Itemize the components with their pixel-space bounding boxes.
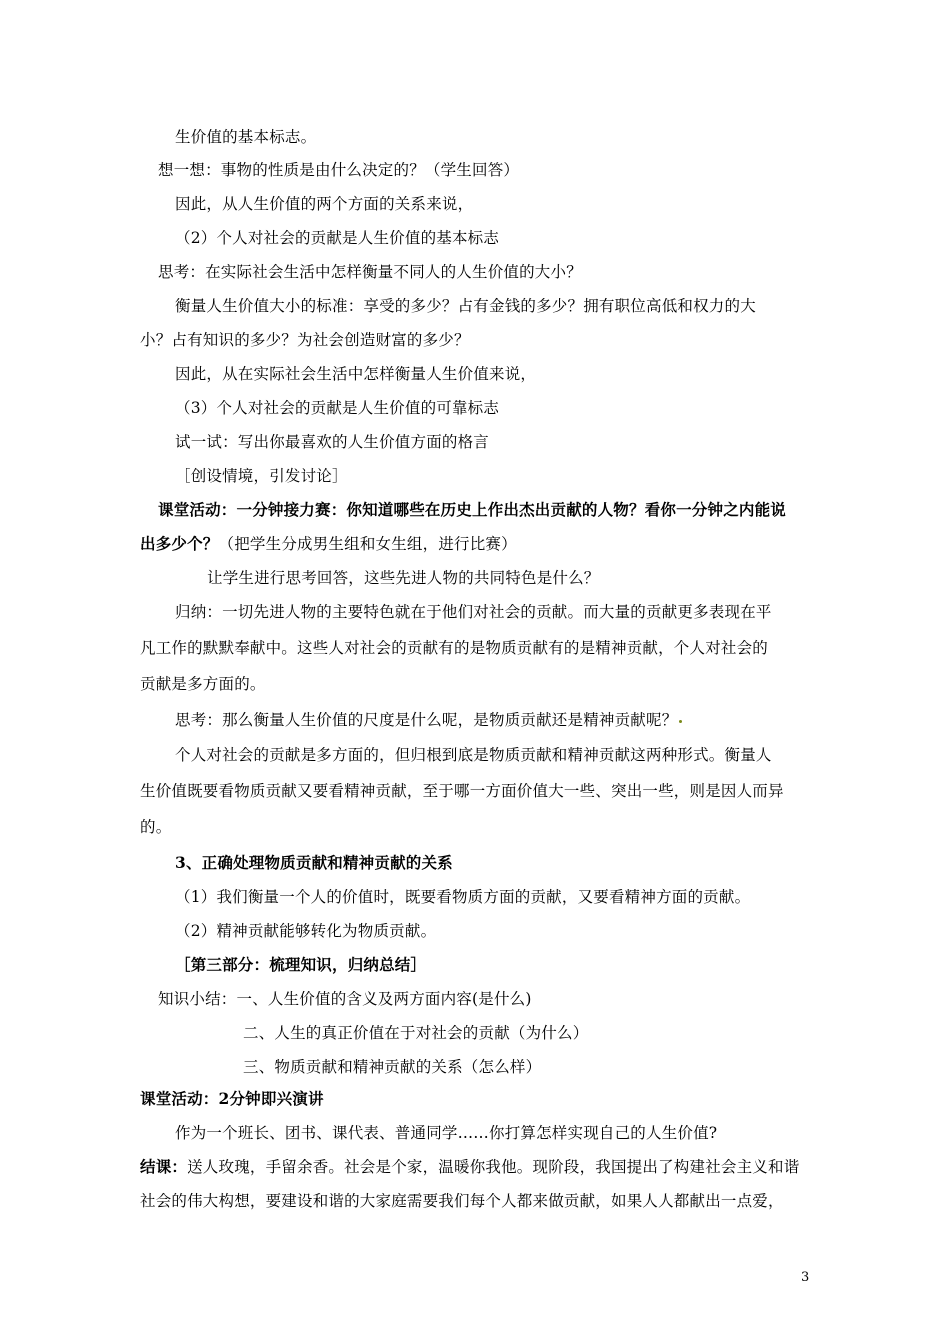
text-line: 试一试：写出你最喜欢的人生价值方面的格言 bbox=[175, 433, 490, 451]
text-line: 想一想：事物的性质是由什么决定的？（学生回答） bbox=[158, 161, 520, 179]
text-line: 生价值既要看物质贡献又要看精神贡献，至于哪一方面价值大一些、突出一些，则是因人而异 bbox=[140, 782, 784, 800]
text-bold: 结课： bbox=[140, 1157, 188, 1176]
text-normal: 送人玫瑰，手留余香。社会是个家，温暖你我他。现阶段，我国提出了构建社会主义和谐 bbox=[187, 1158, 800, 1176]
text-bold: 出多少个？ bbox=[140, 534, 219, 553]
text-line: 小？占有知识的多少？为社会创造财富的多少？ bbox=[140, 331, 470, 349]
text-normal: 思考：那么衡量人生价值的尺度是什么呢，是物质贡献还是精神贡献呢？ bbox=[175, 711, 678, 729]
text-line: （2）精神贡献能够转化为物质贡献。 bbox=[175, 922, 437, 940]
text-normal: （把学生分成男生组和女生组，进行比赛） bbox=[218, 535, 517, 553]
text-line: ［创设情境，引发讨论］ bbox=[175, 467, 348, 485]
text-line: 三、物质贡献和精神贡献的关系（怎么样） bbox=[243, 1058, 542, 1076]
text-line: 因此，从在实际社会生活中怎样衡量人生价值来说， bbox=[175, 365, 537, 383]
text-line: 个人对社会的贡献是多方面的，但归根到底是物质贡献和精神贡献这两种形式。衡量人 bbox=[175, 746, 772, 764]
section-heading: ［第三部分：梳理知识，归纳总结］ bbox=[175, 955, 427, 974]
text-line: 贡献是多方面的。 bbox=[140, 675, 266, 693]
text-line: 因此，从人生价值的两个方面的关系来说， bbox=[175, 195, 474, 213]
text-line: （3）个人对社会的贡献是人生价值的可靠标志 bbox=[175, 399, 500, 417]
text-line: 社会的伟大构想，要建设和谐的大家庭需要我们每个人都来做贡献，如果人人都献出一点爱， bbox=[140, 1192, 784, 1210]
text-line: （2）个人对社会的贡献是人生价值的基本标志 bbox=[175, 229, 500, 247]
class-activity-heading: 课堂活动：2分钟即兴演讲 bbox=[140, 1089, 324, 1108]
text-line: 让学生进行思考回答，这些先进人物的共同特色是什么？ bbox=[207, 569, 600, 587]
text-line: （1）我们衡量一个人的价值时，既要看物质方面的贡献，又要看精神方面的贡献。 bbox=[175, 888, 751, 906]
section-heading: 3、正确处理物质贡献和精神贡献的关系 bbox=[175, 853, 453, 872]
dot-mark bbox=[679, 720, 682, 723]
text-line bbox=[175, 710, 682, 730]
text-line: 二、人生的真正价值在于对社会的贡献（为什么） bbox=[243, 1024, 589, 1042]
class-activity-heading: 课堂活动：一分钟接力赛：你知道哪些在历史上作出杰出贡献的人物？看你一分钟之内能说 bbox=[158, 500, 787, 519]
text-line bbox=[140, 1157, 799, 1177]
text-line: 思考：在实际社会生活中怎样衡量不同人的人生价值的大小？ bbox=[158, 263, 582, 281]
page-number: 3 bbox=[801, 1270, 810, 1285]
text-line bbox=[140, 534, 517, 554]
text-line: 生价值的基本标志。 bbox=[175, 128, 317, 146]
text-line: 衡量人生价值大小的标准：享受的多少？占有金钱的多少？拥有职位高低和权力的大 bbox=[175, 297, 756, 315]
text-line: 作为一个班长、团书、课代表、普通同学……你打算怎样实现自己的人生价值? bbox=[175, 1124, 718, 1142]
text-line: 凡工作的默默奉献中。这些人对社会的贡献有的是物质贡献有的是精神贡献，个人对社会的 bbox=[140, 639, 769, 657]
text-line: 归纳：一切先进人物的主要特色就在于他们对社会的贡献。而大量的贡献更多表现在平 bbox=[175, 603, 772, 621]
text-line: 知识小结：一、人生价值的含义及两方面内容(是什么) bbox=[158, 990, 532, 1008]
text-line: 的。 bbox=[140, 818, 172, 836]
